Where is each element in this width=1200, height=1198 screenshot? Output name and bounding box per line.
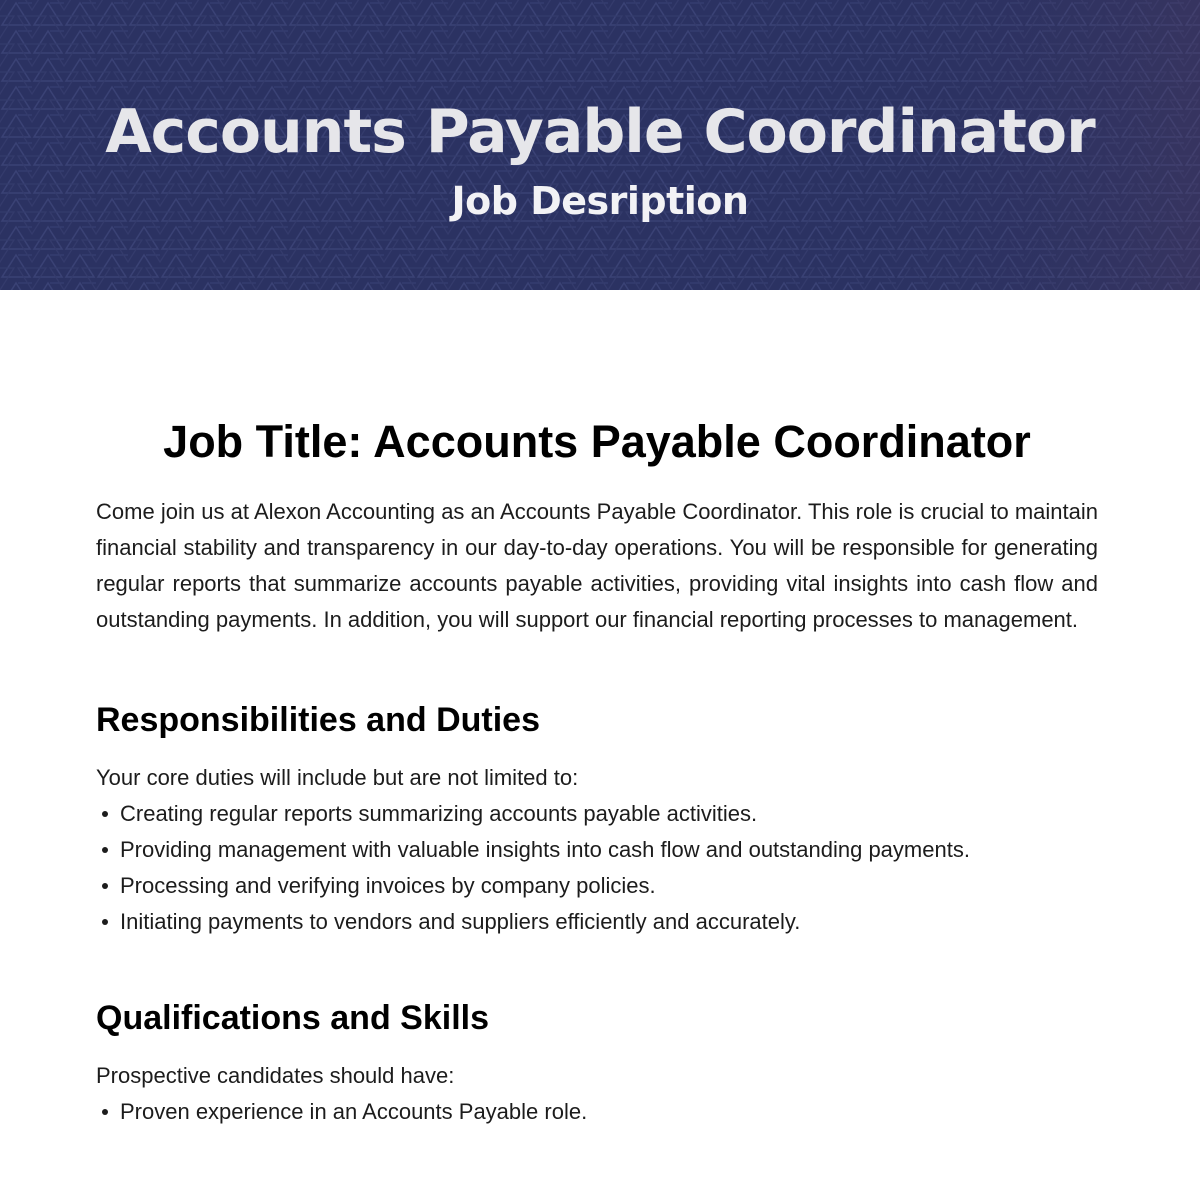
list-item-text: Initiating payments to vendors and suppliers efficiently and accurately. — [120, 909, 801, 934]
responsibilities-lead: Your core duties will include but are not limited to: — [96, 765, 579, 790]
list-item-text: Creating regular reports summarizing accounts payable activities. — [120, 801, 758, 826]
banner-subtitle: Job Desription — [451, 179, 749, 223]
qualifications-heading: Qualifications and Skills — [96, 999, 489, 1037]
document-body — [96, 410, 1098, 1130]
bullet-icon — [102, 847, 108, 853]
bullet-icon — [102, 919, 108, 925]
qualifications-lead: Prospective candidates should have: — [96, 1063, 455, 1088]
bullet-icon — [102, 1109, 108, 1115]
responsibilities-list — [96, 796, 1098, 940]
banner-title: Accounts Payable Coordinator — [105, 97, 1095, 167]
list-item-text: Proven experience in an Accounts Payable role. — [120, 1099, 588, 1124]
responsibilities-heading: Responsibilities and Duties — [96, 701, 540, 739]
qualifications-list — [96, 1094, 1098, 1130]
bullet-icon — [102, 883, 108, 889]
list-item-text: Processing and verifying invoices by company policies. — [120, 873, 656, 898]
list-item-text: Providing management with valuable insights into cash flow and outstanding payments. — [120, 837, 970, 862]
list-item — [96, 796, 1098, 832]
bullet-icon — [102, 811, 108, 817]
job-title: Job Title: Accounts Payable Coordinator — [163, 416, 1031, 467]
intro-paragraph: Come join us at Alexon Accounting as an Accounts Payable Coordinator. This role is crucial to maintain financial stability and transparency in our day-to-day operations. You will be responsible for generating regular reports that summarize accounts payable activities, providing vital insights into cash flow and outstanding payments. In addition, you will support our financial reporting processes to management. — [96, 499, 1098, 632]
list-item — [96, 832, 1098, 868]
list-item — [96, 904, 1098, 940]
list-item — [96, 868, 1098, 904]
list-item — [96, 1094, 1098, 1130]
header-banner — [0, 0, 1200, 290]
